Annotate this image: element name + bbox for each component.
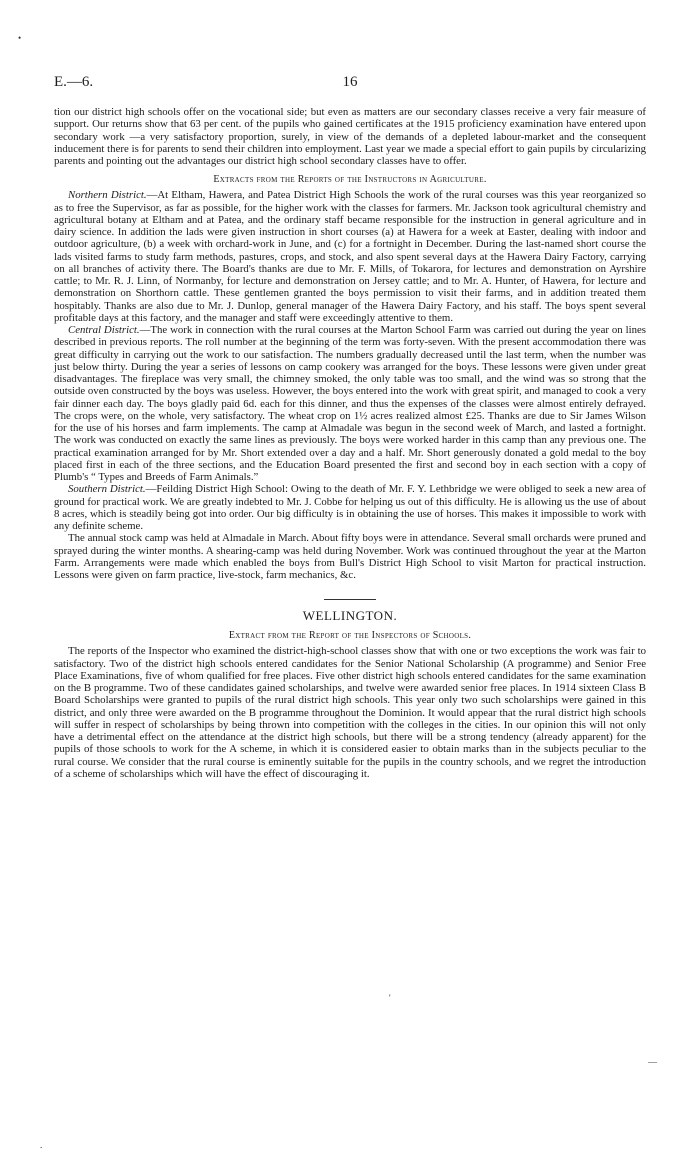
wellington-heading: WELLINGTON. bbox=[302, 608, 398, 624]
central-district-paragraph bbox=[54, 324, 646, 483]
margin-mark-dot: • bbox=[18, 33, 22, 43]
southern-district-text: —Feilding District High School: Owing to the death of Mr. F. Y. Lethbridge we were obliged to seek a new area of ground for practical work. We are greatly indebted to Mr. J. Cobbe for helping us out of this difficulty. He is allowing us the use of about 8 acres, which is steadily being got into order. Our big difficulty is in obtaining the use of horses. This makes it impossible to work with any definite scheme. bbox=[54, 483, 646, 532]
central-district-text: —The work in connection with the rural courses at the Marton School Farm was carried out during the year on lines described in previous reports. The roll number at the beginning of the term was forty-seven. With the present accommodation there was great difficulty in carrying out the work to our satisfaction. The numbers gradually decreased until the last term, when the number was just below thirty. During the year a series of lessons on camp cookery was arranged for the boys. These lessons were given under great disadvantages. The fireplace was very small, the chimney smoked, the only table was too small, and the wind was so strong that the outside oven constructed by the boys was useless. However, the boys entered into the work with great spirit, and managed to cook a very fair dinner each day. The boys gladly paid 6d. each for this dinner, and thus the expenses of the classes were almost entirely defrayed. The crops were, on the whole, very satisfactory. The wheat crop on 1½ acres realized almost £25. Thanks are due to Sir James Wilson for the use of his horses and farm implements. The camp at Almadale was begun in the second week of March, and lasted a fortnight. The work was conducted on exactly the same lines as previously. The boys were worked harder in this camp than any previous one. The practical examination arranged for by Mr. Short extended over a day and a half. Mr. Short generously donated a gold medal to the boy placed first in each of the three sections, and the Education Board presented the first and second boy in each section with a copy of Plumb's “ Types and Breeds of Farm Animals.” bbox=[54, 324, 646, 483]
inspectors-section-heading: Extract from the Report of the Inspectors of Schools. bbox=[228, 630, 472, 642]
margin-mark-tick: ' bbox=[389, 993, 391, 1003]
stock-camp-paragraph: The annual stock camp was held at Almadale in March. About fifty boys were in attendance. Several small orchards were pruned and sprayed during the winter months. A shearing-camp was held during November. Work was continued throughout the year at the Marton Farm. Arrangements were made which enabled the boys from Bull's District High School to visit Marton for practical instruction. Lessons were given on farm practice, live-stock, farm mechanics, &c. bbox=[54, 532, 646, 581]
southern-district-label: Southern District. bbox=[68, 483, 146, 496]
northern-district-text: —At Eltham, Hawera, and Patea District High Schools the work of the rural courses was this year reorganized so as to free the Supervisor, as far as possible, for the higher work with the classes for farmers. Mr. Jackson took agricultural chemistry and agricultural botany at Eltham and at Patea, and the ordinary staff became responsible for the instruction in general agriculture and in dairy science. In addition the lads were given instruction in short courses (a) at Hawera for a week at Easter, dealing with indoor and outdoor agriculture, (b) a week with orchard-work in June, and (c) for a fortnight in December. During the last-named short course the lads visited farms to study farm methods, pastures, crops, and stock, and also spent several days at the Hawera Dairy Factory, carrying on all branches of activity there. The Board's thanks are due to Mr. F. Mills, of Tokarora, for lectures and demonstration on Ayrshire cattle; to Mr. R. J. Linn, of Normanby, for lecture and demonstration on Jersey cattle; and to Mr. A. Hunter, of Hawera, for lecture and demonstration on Shorthorn cattle. These gentlemen granted the boys permission to visit their farms, and in addition treated them hospitably. Thanks are also due to Mr. J. Dunlop, general manager of the Hawera Dairy Factory, and his staff. The boys spent several profitable days at this factory, and the manager and staff were exceedingly attentive to them. bbox=[54, 189, 647, 324]
page-content bbox=[54, 106, 646, 780]
margin-mark-dot: . bbox=[40, 1140, 43, 1150]
wellington-paragraph: The reports of the Inspector who examined the district-high-school classes show that with one or two exceptions the work was fair to satisfactory. Two of the district high schools entered candidates for the Senior National Scholarship (A programme) and Senior Free Place Examinations, five of whom qualified for free places. Five other district high schools entered candidates for the same examination on the B programme. Two of these candidates gained scholarships, and twelve were awarded senior free places. In 1914 sixteen Class B Board Scholarships were granted to pupils of the rural district high schools. This year only two such scholarships were gained in this district, and only three were awarded on the B programme throughout the Dominion. It would appear that the rural district high schools will suffer in respect of scholarships by being thrown into competition with the colleges in the cities. In our opinion this will not only have a detrimental effect on the attendance at the district high schools, but there will be a strong tendency (already apparent) for the pupils of those schools to work for the A scheme, in which it is considered easier to obtain marks than in the subjects peculiar to the rural course. We consider that the rural course is eminently suitable for the pupils in the country schools, and we regret the introduction of a scheme of scholarships which will have the effect of discouraging it. bbox=[54, 645, 646, 780]
report-reference: E.—6. bbox=[54, 74, 94, 90]
section-divider bbox=[324, 599, 376, 600]
central-district-label: Central District. bbox=[68, 324, 140, 336]
margin-mark-dash: — bbox=[648, 1057, 657, 1067]
page-header bbox=[54, 74, 646, 96]
northern-district-label: Northern District. bbox=[68, 189, 147, 202]
page-number: 16 bbox=[342, 74, 358, 90]
northern-district-paragraph bbox=[54, 189, 646, 324]
agriculture-section-heading: Extracts from the Reports of the Instructors in Agriculture. bbox=[213, 174, 487, 186]
intro-paragraph: tion our district high schools offer on the vocational side; but even as matters are our secondary classes receive a very fair measure of support. Our returns show that 63 per cent. of the pupils who gained certificates at the 1915 proficiency examination have entered upon secondary work —a very satisfactory proportion, surely, in view of the demands of a depleted labour-market and the consequent inducement there is for parents to send their children into employment. Last year we made a special effort to gain pupils by circularizing parents and pointing out the advantages our district high school secondary classes have to offer. bbox=[54, 106, 646, 167]
southern-district-paragraph bbox=[54, 483, 646, 532]
